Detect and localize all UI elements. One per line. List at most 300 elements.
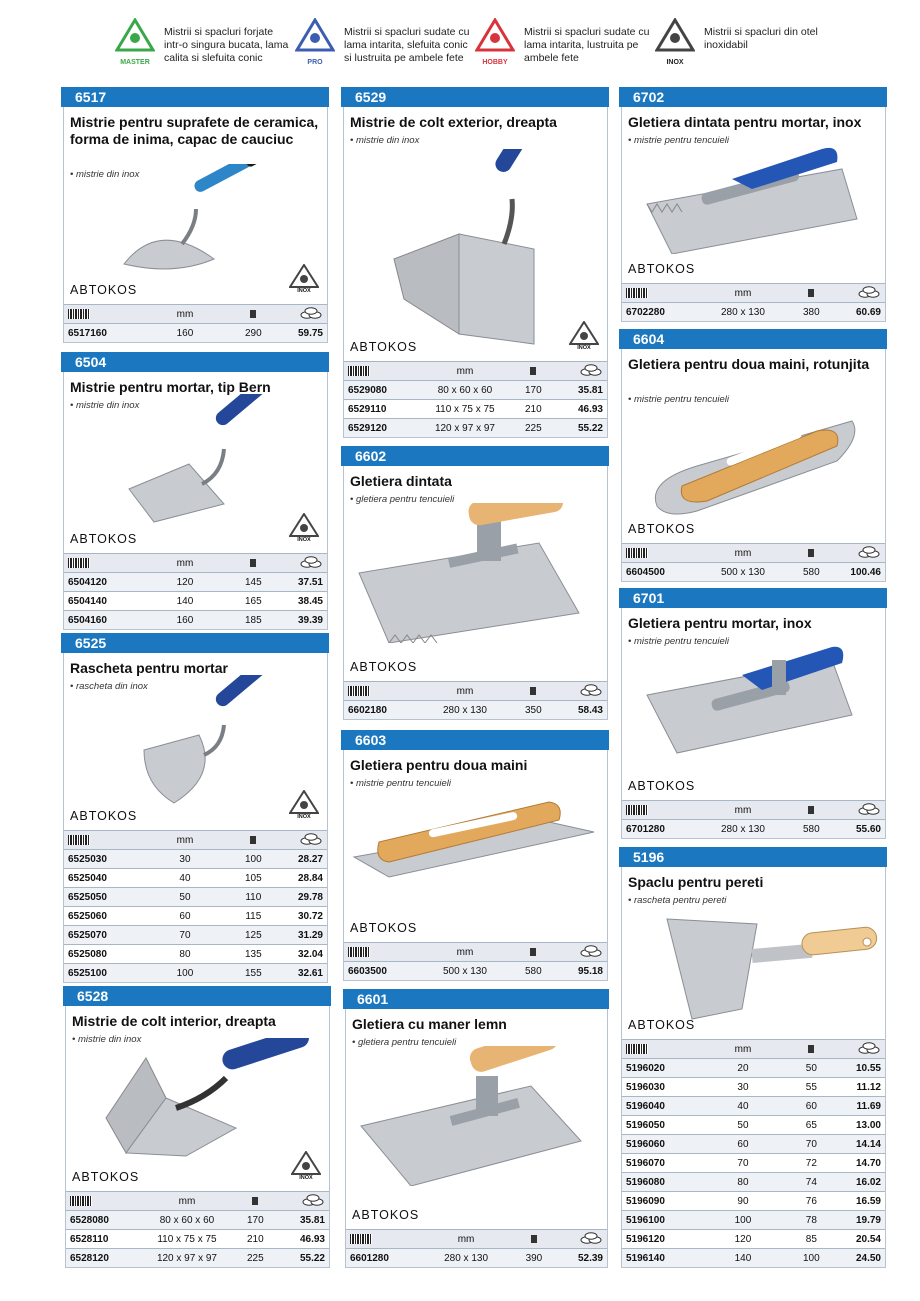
product-code: 5196030 xyxy=(622,1078,701,1097)
inox-badge-icon: INOX xyxy=(289,513,319,547)
product-image xyxy=(349,503,589,648)
product-price: 30.72 xyxy=(280,907,327,926)
weight-icon xyxy=(808,289,814,297)
weight-icon xyxy=(250,310,256,318)
brand-logo: ABTOKOS xyxy=(70,809,138,823)
product-price: 58.43 xyxy=(560,701,607,720)
product-code: 6525100 xyxy=(64,964,143,983)
product-price: 46.93 xyxy=(282,1230,329,1249)
product-price: 32.04 xyxy=(280,945,327,964)
product-dimension: 500 x 130 xyxy=(423,962,507,981)
table-row xyxy=(622,563,885,582)
product-code: 6525040 xyxy=(64,869,143,888)
product-dimension: 140 xyxy=(701,1249,785,1268)
product-image xyxy=(349,792,599,887)
badge-legend xyxy=(112,18,832,72)
dimension-header: mm xyxy=(701,801,785,820)
product-title: Gletiera cu maner lemn xyxy=(352,1016,507,1032)
product-dimension: 120 xyxy=(701,1230,785,1249)
product-image xyxy=(86,1038,316,1163)
product-dimension: 80 xyxy=(701,1173,785,1192)
product-code: 6525080 xyxy=(64,945,143,964)
price-table xyxy=(64,553,327,629)
barcode-icon xyxy=(350,1234,372,1244)
product-weight: 290 xyxy=(227,324,280,343)
product-weight: 580 xyxy=(785,563,838,582)
product-dimension: 100 xyxy=(701,1211,785,1230)
brand-logo: ABTOKOS xyxy=(352,1208,420,1222)
product-image xyxy=(104,675,304,810)
table-row xyxy=(64,945,327,964)
product-price: 60.69 xyxy=(838,303,885,322)
product-card-6528 xyxy=(65,987,330,1268)
product-weight: 580 xyxy=(507,962,560,981)
table-row xyxy=(64,592,327,611)
product-code: 6529080 xyxy=(344,381,423,400)
brand-logo: ABTOKOS xyxy=(72,1170,140,1184)
product-card-6525 xyxy=(63,634,328,983)
product-code: 6504140 xyxy=(64,592,143,611)
product-price: 35.81 xyxy=(560,381,607,400)
price-table xyxy=(64,830,327,982)
product-id-header: 6517 xyxy=(61,87,329,107)
product-price: 28.84 xyxy=(280,869,327,888)
price-coins-icon xyxy=(579,945,603,960)
product-code: 6504120 xyxy=(64,573,143,592)
product-card-6701 xyxy=(621,589,886,839)
product-price: 14.14 xyxy=(838,1135,885,1154)
product-dimension: 110 x 75 x 75 xyxy=(423,400,507,419)
product-dimension: 80 x 60 x 60 xyxy=(423,381,507,400)
product-weight: 85 xyxy=(785,1230,838,1249)
product-title: Gletiera pentru mortar, inox xyxy=(628,615,812,631)
product-card-6601 xyxy=(345,990,608,1268)
product-image xyxy=(351,1046,591,1191)
table-header xyxy=(64,305,327,324)
table-row xyxy=(344,962,607,981)
product-price: 19.79 xyxy=(838,1211,885,1230)
product-dimension: 90 xyxy=(701,1192,785,1211)
product-card-6702 xyxy=(621,88,886,322)
barcode-icon xyxy=(70,1196,92,1206)
table-row xyxy=(344,701,607,720)
table-row xyxy=(622,820,885,839)
product-subtitle: • gletiera pentru tencuieli xyxy=(352,1037,457,1048)
price-table xyxy=(344,361,607,437)
table-row xyxy=(64,611,327,630)
table-header xyxy=(346,1230,607,1249)
product-code: 6602180 xyxy=(344,701,423,720)
product-title: Rascheta pentru mortar xyxy=(70,660,228,676)
product-code: 6525060 xyxy=(64,907,143,926)
table-row xyxy=(64,926,327,945)
product-title: Gletiera dintata xyxy=(350,473,452,489)
pro-badge-icon: PRO xyxy=(292,18,338,66)
product-code: 6525030 xyxy=(64,850,143,869)
product-dimension: 40 xyxy=(701,1097,785,1116)
product-title: Mistrie pentru suprafete de ceramica, forma de inima, capac de cauciuc xyxy=(70,114,319,147)
weight-icon xyxy=(250,559,256,567)
product-dimension: 50 xyxy=(143,888,227,907)
product-subtitle: • mistrie din inox xyxy=(70,400,140,411)
brand-logo: ABTOKOS xyxy=(70,283,138,297)
product-id-header: 6529 xyxy=(341,87,609,107)
product-title: Gletiera pentru doua maini, rotunjita xyxy=(628,356,870,372)
product-id-header: 6601 xyxy=(343,989,609,1009)
dimension-header: mm xyxy=(424,1230,508,1249)
table-row xyxy=(622,1116,885,1135)
table-row xyxy=(344,400,607,419)
product-price: 28.27 xyxy=(280,850,327,869)
table-header xyxy=(344,362,607,381)
product-code: 6604500 xyxy=(622,563,701,582)
dimension-header: mm xyxy=(423,682,507,701)
product-weight: 210 xyxy=(507,400,560,419)
table-row xyxy=(622,1211,885,1230)
barcode-icon xyxy=(68,835,90,845)
table-row xyxy=(66,1249,329,1268)
table-row xyxy=(64,324,327,343)
product-weight: 70 xyxy=(785,1135,838,1154)
weight-icon xyxy=(808,549,814,557)
product-price: 16.59 xyxy=(838,1192,885,1211)
product-weight: 115 xyxy=(227,907,280,926)
table-row xyxy=(622,1135,885,1154)
product-dimension: 60 xyxy=(143,907,227,926)
price-coins-icon xyxy=(857,286,881,301)
product-code: 6528080 xyxy=(66,1211,145,1230)
product-weight: 65 xyxy=(785,1116,838,1135)
dimension-header: mm xyxy=(145,1192,229,1211)
legend-hobby xyxy=(472,18,652,72)
product-code: 5196080 xyxy=(622,1173,701,1192)
table-header xyxy=(344,682,607,701)
dimension-header: mm xyxy=(701,284,785,303)
dimension-header: mm xyxy=(143,554,227,573)
table-header xyxy=(622,801,885,820)
table-row xyxy=(66,1230,329,1249)
barcode-icon xyxy=(68,558,90,568)
product-id-header: 6525 xyxy=(61,633,329,653)
brand-logo: ABTOKOS xyxy=(628,262,696,276)
product-title: Gletiera dintata pentru mortar, inox xyxy=(628,114,862,130)
product-id-header: 6702 xyxy=(619,87,887,107)
product-dimension: 140 xyxy=(143,592,227,611)
product-dimension: 120 xyxy=(143,573,227,592)
product-dimension: 40 xyxy=(143,869,227,888)
table-row xyxy=(64,573,327,592)
table-header xyxy=(64,554,327,573)
price-table xyxy=(66,1191,329,1267)
table-row xyxy=(622,1249,885,1268)
product-weight: 165 xyxy=(227,592,280,611)
product-weight: 135 xyxy=(227,945,280,964)
product-weight: 72 xyxy=(785,1154,838,1173)
barcode-icon xyxy=(348,686,370,696)
price-coins-icon xyxy=(579,1232,603,1247)
product-subtitle: • rascheta pentru pereti xyxy=(628,895,727,906)
brand-logo: ABTOKOS xyxy=(628,522,696,536)
product-price: 55.22 xyxy=(282,1249,329,1268)
product-subtitle: • mistrie pentru tencuieli xyxy=(350,778,452,789)
price-coins-icon xyxy=(299,307,323,322)
product-price: 59.75 xyxy=(280,324,327,343)
table-header xyxy=(64,831,327,850)
product-card-6604 xyxy=(621,330,886,582)
table-row xyxy=(622,1192,885,1211)
product-subtitle: • gletiera pentru tencuieli xyxy=(350,494,455,505)
product-dimension: 500 x 130 xyxy=(701,563,785,582)
price-coins-icon xyxy=(579,364,603,379)
product-weight: 125 xyxy=(227,926,280,945)
product-subtitle: • mistrie pentru tencuieli xyxy=(628,135,730,146)
price-coins-icon xyxy=(579,684,603,699)
price-coins-icon xyxy=(857,1042,881,1057)
product-price: 95.18 xyxy=(560,962,607,981)
legend-inox xyxy=(652,18,832,72)
table-row xyxy=(622,1097,885,1116)
inox-badge-icon: INOX xyxy=(569,321,599,355)
product-price: 35.81 xyxy=(282,1211,329,1230)
product-id-header: 6603 xyxy=(341,730,609,750)
product-dimension: 280 x 130 xyxy=(701,303,785,322)
product-weight: 580 xyxy=(785,820,838,839)
product-dimension: 30 xyxy=(143,850,227,869)
product-card-6603 xyxy=(343,731,608,981)
table-header xyxy=(622,284,885,303)
product-weight: 100 xyxy=(227,850,280,869)
price-coins-icon xyxy=(299,833,323,848)
weight-icon xyxy=(530,948,536,956)
barcode-icon xyxy=(626,548,648,558)
product-code: 5196060 xyxy=(622,1135,701,1154)
product-code: 6529110 xyxy=(344,400,423,419)
product-weight: 225 xyxy=(507,419,560,438)
product-code: 5196070 xyxy=(622,1154,701,1173)
table-row xyxy=(346,1249,607,1268)
table-row xyxy=(64,869,327,888)
table-row xyxy=(64,964,327,983)
legend-master xyxy=(112,18,292,72)
legend-text: Mistrii si spacluri forjate intr-o singura bucata, lama calita si slefuita conic xyxy=(164,26,289,64)
product-price: 20.54 xyxy=(838,1230,885,1249)
product-code: 6701280 xyxy=(622,820,701,839)
legend-text: Mistrii si spacluri sudate cu lama intarita, slefuita conic si lustruita pe ambele fete xyxy=(344,26,470,64)
table-row xyxy=(622,1078,885,1097)
product-title: Spaclu pentru pereti xyxy=(628,874,764,890)
product-code: 6528120 xyxy=(66,1249,145,1268)
barcode-icon xyxy=(626,288,648,298)
table-row xyxy=(622,1173,885,1192)
product-price: 24.50 xyxy=(838,1249,885,1268)
product-weight: 380 xyxy=(785,303,838,322)
product-weight: 60 xyxy=(785,1097,838,1116)
product-price: 52.39 xyxy=(560,1249,607,1268)
product-id-header: 6701 xyxy=(619,588,887,608)
product-price: 29.78 xyxy=(280,888,327,907)
product-price: 31.29 xyxy=(280,926,327,945)
product-dimension: 70 xyxy=(143,926,227,945)
product-dimension: 20 xyxy=(701,1059,785,1078)
product-price: 13.00 xyxy=(838,1116,885,1135)
table-row xyxy=(344,381,607,400)
product-weight: 55 xyxy=(785,1078,838,1097)
product-image xyxy=(642,134,862,259)
weight-icon xyxy=(530,367,536,375)
dimension-header: mm xyxy=(701,1040,785,1059)
product-code: 6603500 xyxy=(344,962,423,981)
weight-icon xyxy=(531,1235,537,1243)
product-subtitle: • mistrie din inox xyxy=(70,169,140,180)
product-weight: 185 xyxy=(227,611,280,630)
brand-logo: ABTOKOS xyxy=(70,532,138,546)
product-price: 11.12 xyxy=(838,1078,885,1097)
product-code: 5196100 xyxy=(622,1211,701,1230)
product-dimension: 280 x 130 xyxy=(424,1249,508,1268)
product-code: 5196040 xyxy=(622,1097,701,1116)
price-coins-icon xyxy=(299,556,323,571)
product-image xyxy=(104,164,304,289)
product-image xyxy=(662,914,882,1029)
product-price: 14.70 xyxy=(838,1154,885,1173)
product-id-header: 6528 xyxy=(63,986,331,1006)
product-title: Mistrie pentru mortar, tip Bern xyxy=(70,379,271,395)
product-dimension: 80 xyxy=(143,945,227,964)
product-weight: 78 xyxy=(785,1211,838,1230)
product-dimension: 280 x 130 xyxy=(423,701,507,720)
product-price: 100.46 xyxy=(838,563,885,582)
product-dimension: 80 x 60 x 60 xyxy=(145,1211,229,1230)
product-code: 5196120 xyxy=(622,1230,701,1249)
price-table xyxy=(622,543,885,581)
product-weight: 210 xyxy=(229,1230,282,1249)
brand-logo: ABTOKOS xyxy=(350,340,418,354)
weight-icon xyxy=(530,687,536,695)
weight-icon xyxy=(250,836,256,844)
table-row xyxy=(66,1211,329,1230)
product-price: 16.02 xyxy=(838,1173,885,1192)
master-badge-icon: MASTER xyxy=(112,18,158,66)
product-price: 39.39 xyxy=(280,611,327,630)
product-code: 6525070 xyxy=(64,926,143,945)
product-dimension: 100 xyxy=(143,964,227,983)
product-weight: 100 xyxy=(785,1249,838,1268)
product-dimension: 120 x 97 x 97 xyxy=(423,419,507,438)
price-table xyxy=(346,1229,607,1267)
inox-badge-icon: INOX xyxy=(289,264,319,298)
inox-badge-icon: INOX xyxy=(652,18,698,66)
table-row xyxy=(64,850,327,869)
product-code: 6504160 xyxy=(64,611,143,630)
product-id-header: 6602 xyxy=(341,446,609,466)
weight-icon xyxy=(252,1197,258,1205)
product-image xyxy=(104,394,304,529)
table-row xyxy=(622,1059,885,1078)
weight-icon xyxy=(808,1045,814,1053)
product-price: 46.93 xyxy=(560,400,607,419)
product-weight: 350 xyxy=(507,701,560,720)
table-header xyxy=(622,1040,885,1059)
table-header xyxy=(66,1192,329,1211)
price-table xyxy=(344,942,607,980)
product-dimension: 160 xyxy=(143,324,227,343)
brand-logo: ABTOKOS xyxy=(628,779,696,793)
barcode-icon xyxy=(626,805,648,815)
product-dimension: 110 x 75 x 75 xyxy=(145,1230,229,1249)
product-price: 37.51 xyxy=(280,573,327,592)
product-image xyxy=(642,635,862,760)
product-dimension: 120 x 97 x 97 xyxy=(145,1249,229,1268)
product-code: 6601280 xyxy=(346,1249,424,1268)
product-code: 6528110 xyxy=(66,1230,145,1249)
product-code: 5196020 xyxy=(622,1059,701,1078)
product-price: 11.69 xyxy=(838,1097,885,1116)
table-row xyxy=(622,1230,885,1249)
product-code: 5196050 xyxy=(622,1116,701,1135)
price-table xyxy=(344,681,607,719)
product-code: 5196090 xyxy=(622,1192,701,1211)
hobby-badge-icon: HOBBY xyxy=(472,18,518,66)
product-price: 55.60 xyxy=(838,820,885,839)
product-price: 38.45 xyxy=(280,592,327,611)
product-weight: 390 xyxy=(508,1249,560,1268)
inox-badge-icon: INOX xyxy=(291,1151,321,1185)
table-row xyxy=(622,303,885,322)
product-weight: 76 xyxy=(785,1192,838,1211)
table-row xyxy=(64,907,327,926)
product-weight: 50 xyxy=(785,1059,838,1078)
table-header xyxy=(344,943,607,962)
product-weight: 170 xyxy=(507,381,560,400)
brand-logo: ABTOKOS xyxy=(350,660,418,674)
table-row xyxy=(622,1154,885,1173)
product-dimension: 30 xyxy=(701,1078,785,1097)
product-weight: 110 xyxy=(227,888,280,907)
product-card-6602 xyxy=(343,447,608,720)
product-dimension: 60 xyxy=(701,1135,785,1154)
dimension-header: mm xyxy=(423,943,507,962)
product-image xyxy=(364,149,584,354)
price-coins-icon xyxy=(301,1194,325,1209)
product-weight: 225 xyxy=(229,1249,282,1268)
dimension-header: mm xyxy=(423,362,507,381)
price-table xyxy=(64,304,327,342)
table-header xyxy=(622,544,885,563)
product-dimension: 50 xyxy=(701,1116,785,1135)
product-title: Gletiera pentru doua maini xyxy=(350,757,528,773)
product-subtitle: • rascheta din inox xyxy=(70,681,148,692)
barcode-icon xyxy=(68,309,90,319)
price-table xyxy=(622,283,885,321)
product-weight: 74 xyxy=(785,1173,838,1192)
product-subtitle: • mistrie pentru tencuieli xyxy=(628,394,730,405)
product-weight: 170 xyxy=(229,1211,282,1230)
inox-badge-icon: INOX xyxy=(289,790,319,824)
product-weight: 145 xyxy=(227,573,280,592)
dimension-header: mm xyxy=(143,831,227,850)
product-weight: 155 xyxy=(227,964,280,983)
barcode-icon xyxy=(348,366,370,376)
product-dimension: 160 xyxy=(143,611,227,630)
product-title: Mistrie de colt interior, dreapta xyxy=(72,1013,276,1029)
product-card-6529 xyxy=(343,88,608,438)
product-price: 32.61 xyxy=(280,964,327,983)
brand-logo: ABTOKOS xyxy=(350,921,418,935)
table-row xyxy=(344,419,607,438)
dimension-header: mm xyxy=(701,544,785,563)
product-image xyxy=(637,401,857,526)
product-id-header: 5196 xyxy=(619,847,887,867)
